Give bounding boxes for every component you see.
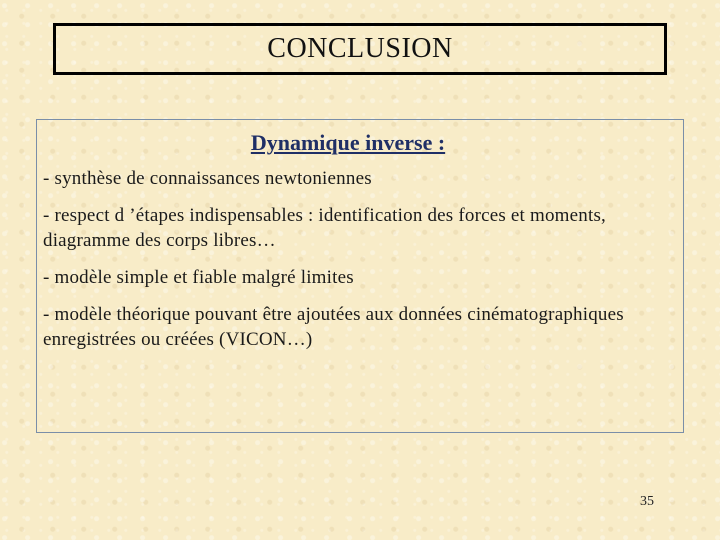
list-item: - modèle simple et fiable malgré limites: [43, 267, 354, 288]
list-item: - synthèse de connaissances newtoniennes: [43, 168, 372, 189]
list-item: - respect d ’étapes indispensables : identification des forces et moments, diagramme des corps libres…: [43, 205, 606, 251]
slide-title: CONCLUSION: [267, 33, 453, 64]
slide-title-box: [53, 23, 667, 75]
list-item: - modèle théorique pouvant être ajoutées aux données cinématographiques enregistrées ou créées (VICON…): [43, 304, 624, 350]
section-heading-text: Dynamique inverse :: [250, 130, 446, 155]
content-box: [36, 119, 684, 433]
section-heading: [43, 130, 677, 156]
page-number: 35: [640, 494, 654, 509]
